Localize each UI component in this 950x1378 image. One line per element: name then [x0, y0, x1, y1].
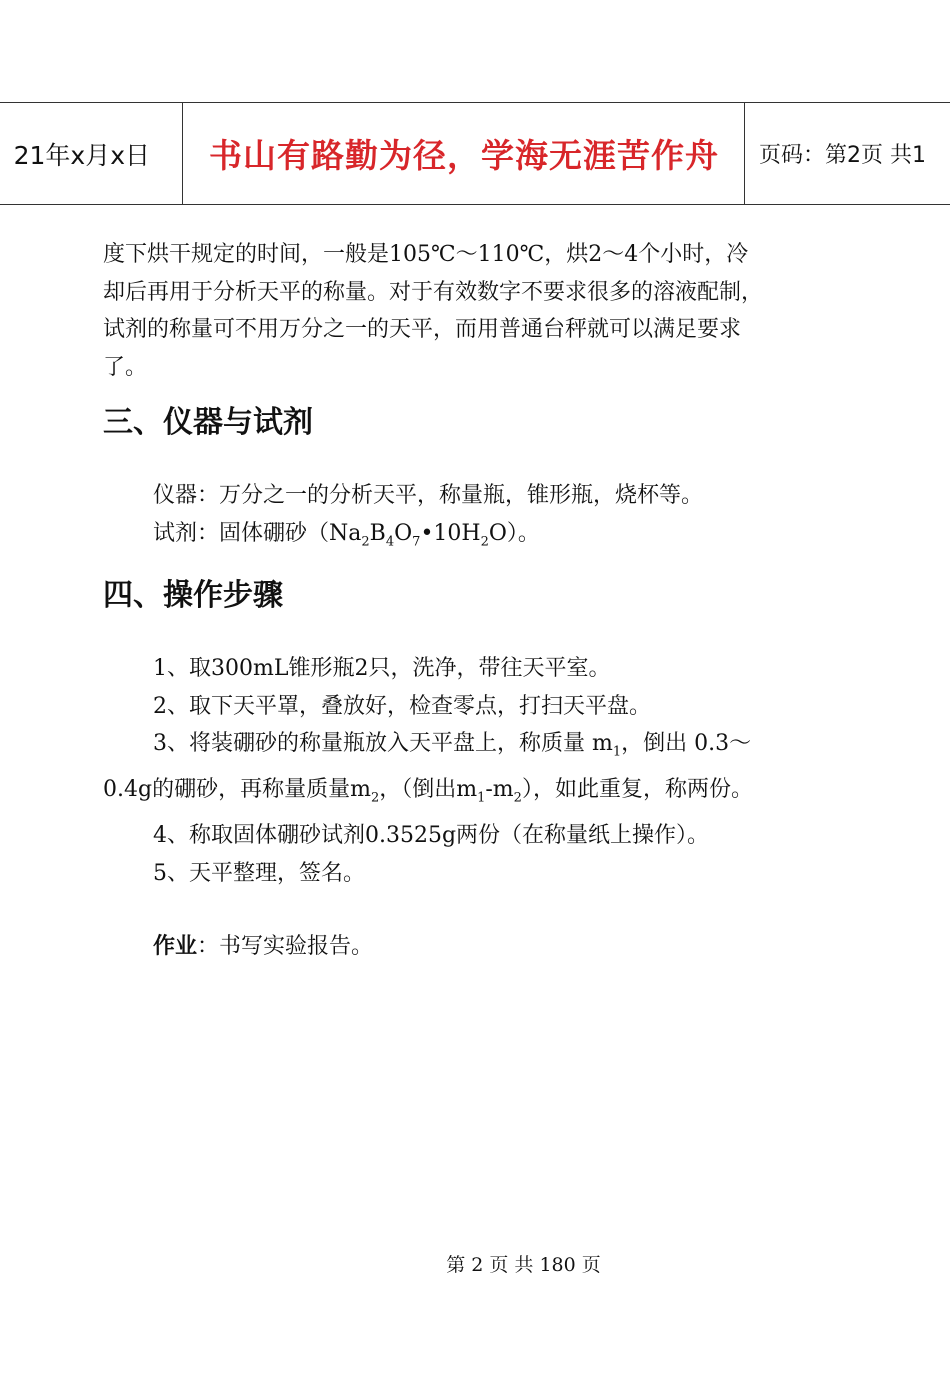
step-5: 5、天平整理，签名。 [153, 860, 365, 886]
step-1: 1、取300mL锥形瓶2只，洗净，带往天平室。 [153, 656, 611, 682]
intro-line-1: 度下烘干规定的时间，一般是105℃～110℃，烘2～4个小时，冷 [103, 242, 749, 267]
page-footer: 第 2 页 共 180 页 [446, 1254, 601, 1276]
section-3-heading: 三、仪器与试剂 [103, 405, 313, 440]
header-date: 21年x月x日 [0, 103, 183, 204]
intro-line-3: 试剂的称量可不用万分之一的天平，而用普通台秤就可以满足要求 [103, 317, 742, 342]
step-3-line-2: 0.4g的硼砂，再称量质量$m_2$，（倒出$m_1-m_2$），如此重复，称两份。 [103, 777, 753, 806]
reagent-line: 试剂：固体硼砂$(Na_2B_4O_7•10H_2O)$。 [153, 520, 540, 549]
homework-line [103, 928, 863, 966]
page-header [0, 102, 950, 205]
intro-line-4: 了。 [103, 354, 148, 380]
instruments-line: 仪器：万分之一的分析天平，称量瓶，锥形瓶，烧杯等。 [153, 483, 704, 508]
step-2: 2、取下天平罩，叠放好，检查零点，打扫天平盘。 [153, 693, 651, 719]
document-body [103, 236, 863, 966]
step-4: 4、称取固体硼砂试剂0.3525g两份（在称量纸上操作）。 [153, 823, 710, 849]
homework-text: ：书写实验报告。 [197, 934, 374, 960]
homework-label: 作业 [153, 934, 198, 960]
intro-line-2: 却后再用于分析天平的称量。对于有效数字不要求很多的溶液配制， [103, 279, 764, 305]
section-4-heading: 四、操作步骤 [103, 578, 283, 614]
header-motto: 书山有路勤为径，学海无涯苦作舟 [184, 103, 745, 204]
header-page-number: 页码：第2页 共1 [759, 143, 926, 168]
step-3-line-1: 3、将装硼砂的称量瓶放入天平盘上，称质量 $m_1$，倒出 0.3～ [153, 731, 752, 760]
